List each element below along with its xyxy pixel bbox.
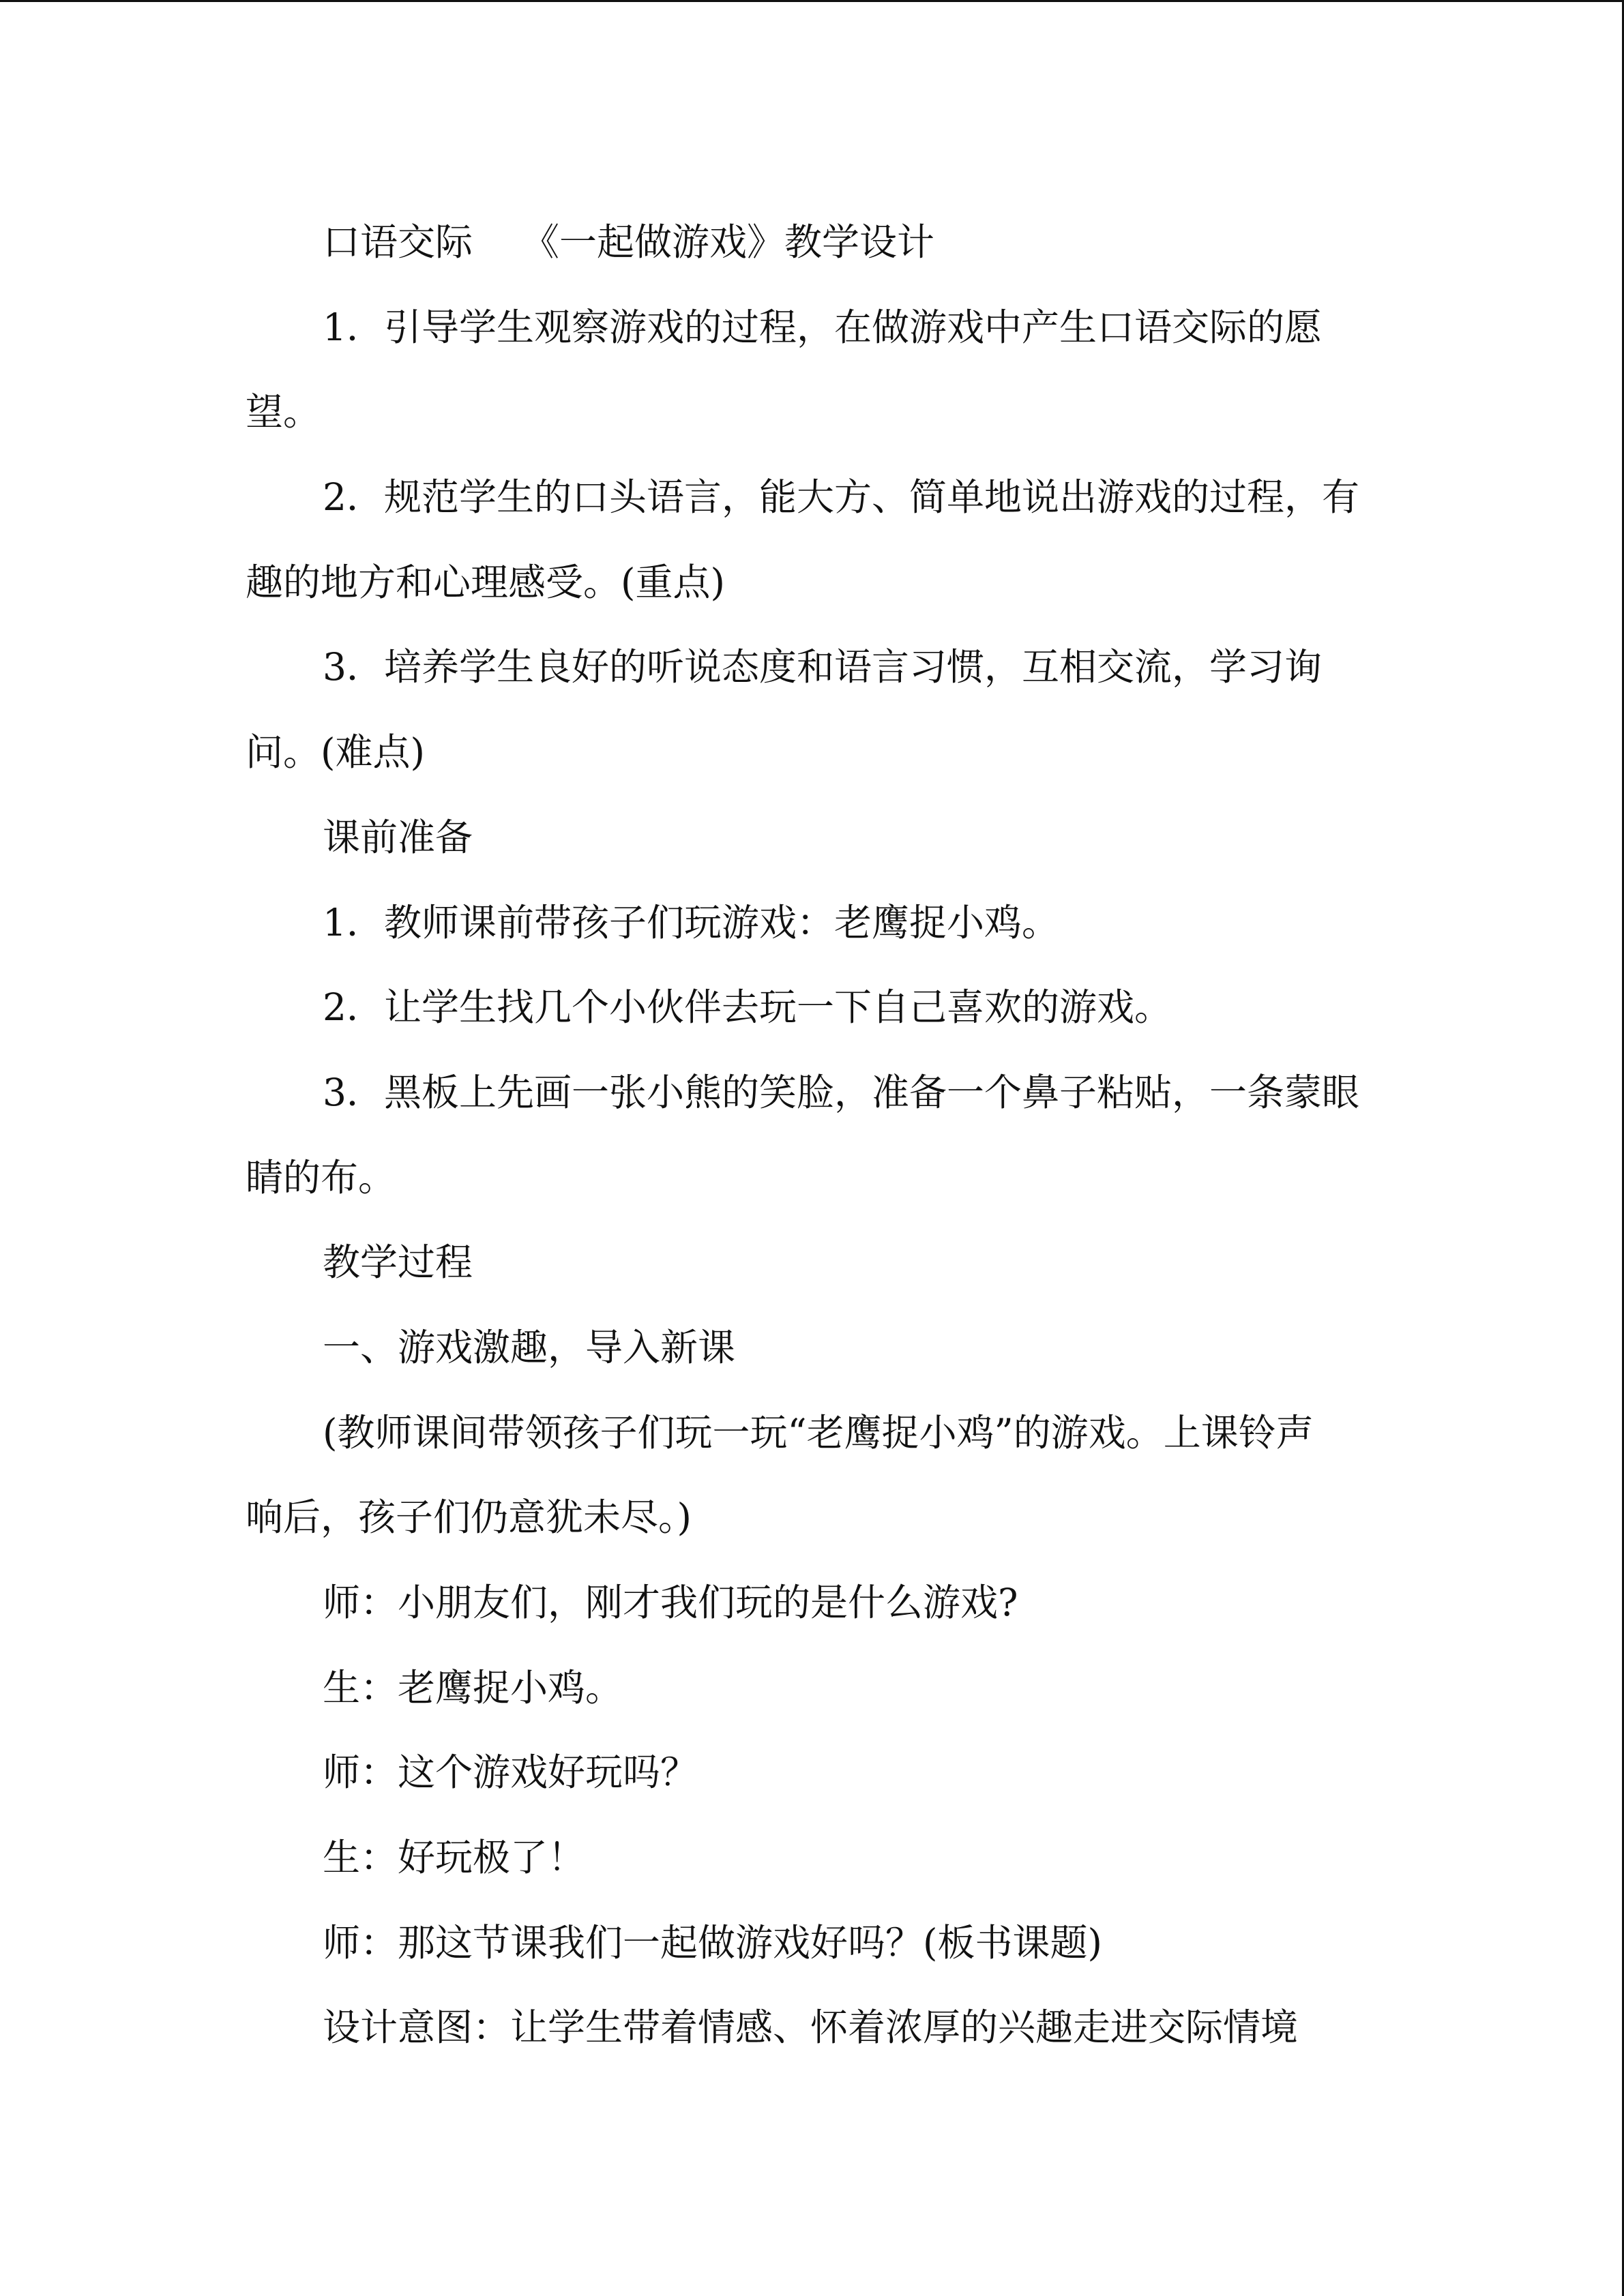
document-title <box>246 215 1378 300</box>
dialogue-teacher-2: 师：这个游戏好玩吗？ <box>323 1750 698 1795</box>
dialogue-teacher-1: 师：小朋友们，刚才我们玩的是什么游戏? <box>323 1581 1018 1624</box>
section-heading-preparation: 课前准备 <box>323 815 473 859</box>
preparation-item-2: 2．让学生找几个小伙伴去玩一下自己喜欢的游戏。 <box>323 985 1172 1030</box>
objective-2-line-1: 2．规范学生的口头语言，能大方、简单地说出游戏的过程，有 <box>323 475 1359 520</box>
title-main: 《一起做游戏》教学设计 <box>522 220 935 264</box>
stage-direction-line-2: 响后，孩子们仍意犹未尽。) <box>246 1495 692 1540</box>
section-heading-process: 教学过程 <box>323 1240 473 1285</box>
stage-direction-line-1: (教师课间带领孩子们玩一玩“老鹰捉小鸡”的游戏。上课铃声 <box>323 1410 1314 1455</box>
dialogue-student-1: 生：老鹰捉小鸡。 <box>323 1665 623 1710</box>
title-prefix: 口语交际 <box>323 220 473 264</box>
objective-3-line-2: 问。(难点) <box>246 730 425 775</box>
preparation-item-3-line-1: 3．黑板上先画一张小熊的笑脸，准备一个鼻子粘贴，一条蒙眼 <box>323 1070 1359 1114</box>
document-body <box>246 215 1378 2085</box>
dialogue-teacher-3: 师：那这节课我们一起做游戏好吗？(板书课题) <box>323 1920 1102 1965</box>
process-step-1-heading: 一、游戏激趣，导入新课 <box>323 1325 736 1369</box>
design-intent: 设计意图：让学生带着情感、怀着浓厚的兴趣走进交际情境 <box>323 2006 1299 2050</box>
objective-1-line-2: 望。 <box>246 390 321 434</box>
objective-1-line-1: 1．引导学生观察游戏的过程，在做游戏中产生口语交际的愿 <box>323 305 1322 349</box>
preparation-item-3-line-2: 睛的布。 <box>246 1155 396 1199</box>
dialogue-student-2: 生：好玩极了！ <box>323 1836 586 1880</box>
objective-3-line-1: 3．培养学生良好的听说态度和语言习惯，互相交流，学习询 <box>323 645 1322 689</box>
preparation-item-1: 1．教师课前带孩子们玩游戏：老鹰捉小鸡。 <box>323 900 1059 944</box>
objective-2-line-2: 趣的地方和心理感受。(重点) <box>246 560 725 604</box>
